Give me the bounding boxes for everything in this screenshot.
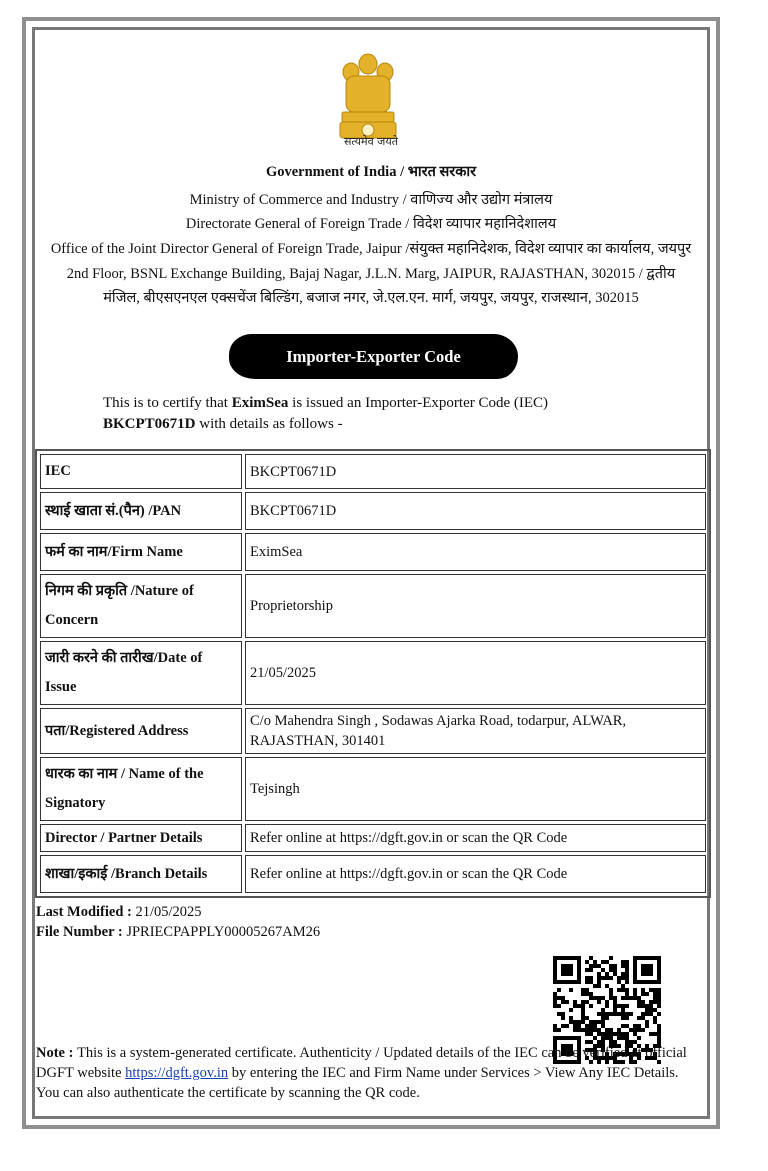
certify-prefix: This is to certify that [103, 395, 232, 411]
emblem-motto: सत्यमेव जयते [343, 135, 398, 148]
address-line-1: 2nd Floor, BSNL Exchange Building, Bajaj Nagar, J.L.N. Marg, JAIPUR, RAJASTHAN, 302015 / द्वतीय [66, 266, 676, 282]
certify-firm: EximSea [231, 395, 289, 411]
row-value: 21/05/2025 [245, 641, 706, 705]
note-label: Note : [36, 1045, 78, 1061]
note-text-2: by entering the IEC and Firm Name under Services > View Any IEC Details. You can also authenticate the certificate by scanning the QR code. [36, 1065, 679, 1101]
row-value: BKCPT0671D [245, 492, 706, 530]
government-title: Government of India / भारत सरकार [265, 164, 477, 180]
certify-suffix: with details as follows - [195, 416, 343, 432]
file-number-label: File Number : [36, 924, 127, 940]
directorate-line: Directorate General of Foreign Trade / विदेश व्यापार महानिदेशालय [185, 216, 557, 232]
file-number [36, 922, 320, 942]
table-row [40, 824, 706, 852]
table-row [40, 492, 706, 530]
certify-iec: BKCPT0671D [103, 416, 196, 432]
row-value: Tejsingh [245, 757, 706, 821]
details-table [35, 449, 711, 898]
row-label: स्थाई खाता सं.(पैन) /PAN [40, 492, 242, 530]
last-modified-label: Last Modified : [36, 904, 136, 920]
table-row [40, 708, 706, 754]
table-row [40, 533, 706, 571]
table-row [40, 574, 706, 638]
row-label: IEC [40, 454, 242, 489]
dgft-link[interactable]: https://dgft.gov.in [125, 1065, 229, 1081]
table-row [40, 855, 706, 893]
row-label: Director / Partner Details [40, 824, 242, 852]
row-label: जारी करने की तारीख/Date of Issue [40, 641, 242, 705]
certification-statement [103, 393, 663, 435]
row-value: BKCPT0671D [245, 454, 706, 489]
table-row [40, 641, 706, 705]
row-label: शाखा/इकाई /Branch Details [40, 855, 242, 893]
row-value: Refer online at https://dgft.gov.in or scan the QR Code [245, 824, 706, 852]
note-paragraph [36, 1043, 696, 1103]
table-row [40, 757, 706, 821]
row-value: C/o Mahendra Singh , Sodawas Ajarka Road, todarpur, ALWAR, RAJASTHAN, 301401 [245, 708, 706, 754]
row-label: पता/Registered Address [40, 708, 242, 754]
note-text-1: This is a system-generated certificate. Authenticity / Updated details of the IEC can be verified at official DGFT website [36, 1045, 687, 1081]
certificate-title: Importer-Exporter Code [229, 334, 518, 379]
row-value: Proprietorship [245, 574, 706, 638]
last-modified [36, 902, 202, 922]
office-line: Office of the Joint Director General of Foreign Trade, Jaipur /संयुक्त महानिदेशक, विदेश व्यापार का कार्यालय, जयपुर [50, 241, 692, 257]
last-modified-value: 21/05/2025 [135, 904, 202, 920]
row-value: Refer online at https://dgft.gov.in or scan the QR Code [245, 855, 706, 893]
ministry-line: Ministry of Commerce and Industry / वाणिज्य और उद्योग मंत्रालय [189, 192, 553, 208]
address-line-2: मंजिल, बीएसएनएल एक्सचेंज बिल्डिंग, बजाज नगर, जे.एल.एन. मार्ग, जयपुर, जयपुर, राजस्थान, 302015 [103, 290, 639, 306]
row-label: निगम की प्रकृति /Nature of Concern [40, 574, 242, 638]
row-label: फर्म का नाम/Firm Name [40, 533, 242, 571]
certify-middle: is issued an Importer-Exporter Code (IEC) [288, 395, 549, 411]
row-value: EximSea [245, 533, 706, 571]
row-label: धारक का नाम / Name of the Signatory [40, 757, 242, 821]
file-number-value: JPRIECPAPPLY00005267AM26 [126, 924, 321, 940]
table-row [40, 454, 706, 489]
